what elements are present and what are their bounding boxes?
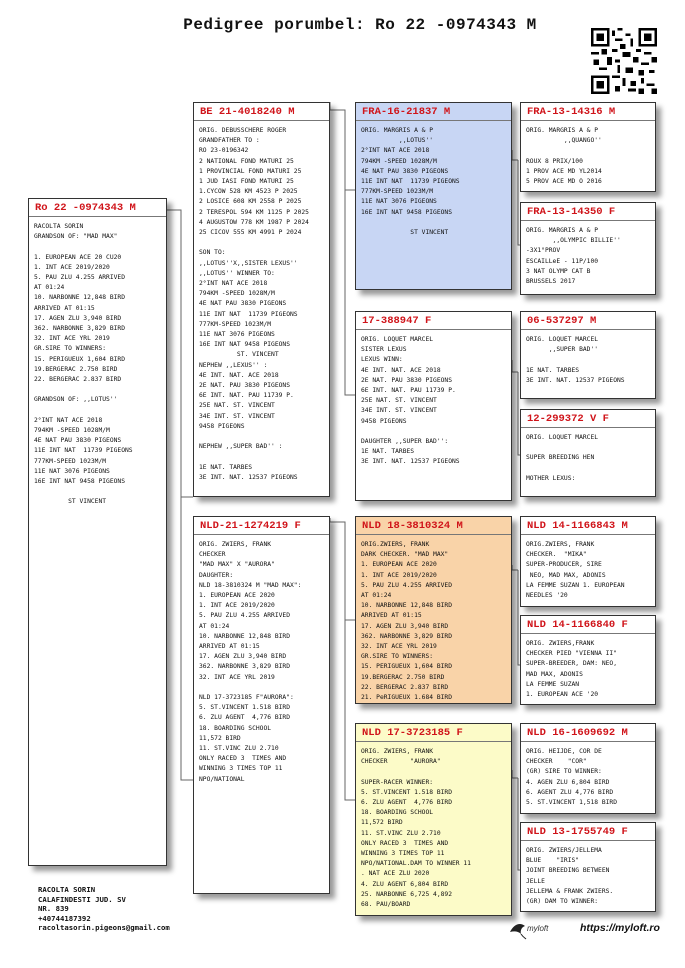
card-dam[interactable] [193, 516, 330, 894]
card-sire-dam-dam[interactable] [520, 409, 656, 497]
ring-number-dam-dam: NLD 17-3723185 F [356, 724, 511, 742]
ring-number-dam-sire: NLD 18-3810324 M [356, 517, 511, 535]
pedigree-notes-dam-sire: ORIG.ZWIERS, FRANK DARK CHECKER. "MAD MAX" 1. EUROPEAN ACE 2020 1. INT ACE 2019/2020 5. PAU ZLU 4.255 ARRIVED AT 01:24 10. NARBONNE 12,848 BIRD ARRIVED AT 01:15 17. AGEN ZLU 3,940 BIRD 362. NARBONNE 3,829 BIRD 32. INT ACE YRL 2019 GR.SIRE TO WINNERS: 15. PERIGUEUX 1,604 BIRD 19.BERGERAC 2.750 BIRD 22. BERGERAC 2.837 BIRD 21. PeRIGUEUX 1.684 BIRD [361, 541, 452, 702]
pedigree-notes-sire-dam-dam: ORIG. LOQUET MARCEL SUPER BREEDING HEN MOTHER LEXUS: [526, 434, 599, 482]
owner-contact-block [38, 885, 170, 933]
card-dam-sire-sire[interactable] [520, 516, 656, 607]
ring-number-dam-sire-dam: NLD 14-1166840 F [521, 616, 655, 634]
owner-name: RACOLTA SORIN [38, 885, 96, 894]
pedigree-notes-sire-sire: ORIG. MARGRIS A & P ,,LOTUS'' 2°INT NAT ACE 2018 794KM -SPEED 1028M/M 4E NAT PAU 3830 PIGEONS 11E INT NAT 11739 PIGEONS 777KM-SPEED 1023M/M 11E NAT 3076 PIGEONS 16E INT NAT 9458 PIGEONS ST VINCENT [361, 127, 460, 237]
website-link[interactable]: https://myloft.ro [580, 922, 660, 934]
pedigree-notes-sire-sire-sire: ORIG. MARGRIS A & P ,,QUANGO'' ROUX 8 PRIX/100 1 PROV ACE MD YL2014 5 PROV ACE MD O 2016 [526, 127, 602, 186]
ring-number-sire-dam-sire: 06-537297 M [521, 312, 655, 330]
card-dam-dam-sire[interactable] [520, 723, 656, 814]
ring-number-dam: NLD-21-1274219 F [194, 517, 329, 535]
pedigree-notes-sire-dam-sire: ORIG. LOQUET MARCEL ,,SUPER BAD'' 1E NAT. TARBES 3E INT. NAT. 12537 PIGEONS [526, 336, 625, 384]
myloft-logo-text: myloft [527, 924, 549, 933]
pedigree-notes-subject: RACOLTA SORIN GRANDSON OF: "MAD MAX" 1. EUROPEAN ACE 20 CU20 1. INT ACE 2019/2020 5. PAU ZLU 4.255 ARRIVED AT 01:24 10. NARBONNE 12,848 BIRD ARRIVED AT 01:15 17. AGEN ZLU 3,940 BIRD 362. NARBONNE 3,829 BIRD 32. INT ACE YRL 2019 GR.SIRE TO WINNERS: 15. PERIGUEUX 1,604 BIRD 19.BERGERAC 2.750 BIRD 22. BERGERAC 2.837 BIRD GRANDSON OF: ,,LOTUS'' 2°INT NAT ACE 2018 794KM -SPEED 1028M/M 4E NAT PAU 3830 PIGEONS 11E INT NAT 11739 PIGEONS 777KM-SPEED 1023M/M 11E NAT 3076 PIGEONS 16E INT NAT 9458 PIGEONS ST VINCENT [34, 223, 133, 506]
pedigree-notes-dam-sire-sire: ORIG.ZWIERS, FRANK CHECKER. "MIKA" SUPER-PRODUCER, SIRE NEO, MAD MAX, ADONIS LA FEMME SUZAN 1. EUROPEAN NEEDLES '20 [526, 541, 625, 600]
page-title: Pedigree porumbel: Ro 22 -0974343 M [183, 16, 537, 34]
card-sire[interactable] [193, 102, 330, 497]
pedigree-notes-dam-sire-dam: ORIG. ZWIERS,FRANK CHECKER PIED "VIENNA II" SUPER-BREEDER, DAM: NEO, MAD MAX, ADONIS LA FEMME SUZAN 1. EUROPEAN ACE '20 [526, 640, 617, 699]
card-sire-dam-sire[interactable] [520, 311, 656, 399]
ring-number-sire-sire-sire: FRA-13-14316 M [521, 103, 655, 121]
pedigree-notes-dam-dam: ORIG. ZWIERS, FRANK CHECKER "AURORA" SUPER-RACER WINNER: 5. ST.VINCENT 1.518 BIRD 6. ZLU AGENT 4,776 BIRD 18. BOARDING SCHOOL 11,572 BIRD 11. ST.VINC ZLU 2.710 ONLY RACED 3 TIMES AND WINNING 3 TIMES TOP 11 NPO/NATIONAL.DAM TO WINNER 11 . NAT ACE ZLU 2020 4. ZLU AGENT 6,804 BIRD 25. NARBONNE 6,725 4,892 68. PAU/BOARD [361, 748, 471, 909]
ring-number-sire-sire: FRA-16-21837 M [356, 103, 511, 121]
pedigree-notes-dam-dam-sire: ORIG. HEIJDE, COR DE CHECKER "COR" (GR) SIRE TO WINNER: 4. AGEN ZLU 6,804 BIRD 6. AGENT ZLU 4,776 BIRD 5. ST.VINCENT 1,518 BIRD [526, 748, 617, 807]
card-dam-dam-dam[interactable] [520, 822, 656, 912]
pedigree-notes-sire-sire-dam: ORIG. MARGRIS A & P ,,OLYMPIC BILLIE'' -3X1°PROV ESCAILLeE - 11P/100 3 NAT OLYMP CAT B BRUSSELS 2017 [526, 227, 621, 286]
pedigree-notes-dam: ORIG. ZWIERS, FRANK CHECKER "MAD MAX" X "AURORA" DAUGHTER: NLD 18-3810324 M "MAD MAX": 1. EUROPEAN ACE 2020 1. INT ACE 2019/2020 5. PAU ZLU 4.255 ARRIVED AT 01:24 10. NARBONNE 12,848 BIRD ARRIVED AT 01:15 17. AGEN ZLU 3,940 BIRD 362. NARBONNE 3,829 BIRD 32. INT ACE YRL 2019 NLD 17-3723185 F"AURORA": 5. ST.VINCENT 1.518 BIRD 6. ZLU AGENT 4,776 BIRD 18. BOARDING SCHOOL 11,572 BIRD 11. ST.VINC ZLU 2.710 ONLY RACED 3 TIMES AND WINNING 3 TIMES TOP 11 NPO/NATIONAL [199, 541, 302, 783]
owner-address: CALAFINDESTI JUD. SV [38, 894, 126, 904]
card-dam-dam[interactable] [355, 723, 512, 916]
card-dam-sire[interactable] [355, 516, 512, 704]
ring-number-dam-dam-dam: NLD 13-1755749 F [521, 823, 655, 841]
card-dam-sire-dam[interactable] [520, 615, 656, 705]
card-sire-sire[interactable] [355, 102, 512, 290]
ring-number-dam-sire-sire: NLD 14-1166843 M [521, 517, 655, 535]
card-sire-sire-dam[interactable] [520, 202, 656, 295]
card-subject[interactable] [28, 198, 167, 866]
ring-number-sire-dam: 17-388947 F [356, 312, 511, 330]
ring-number-sire-sire-dam: FRA-13-14350 F [521, 203, 655, 221]
owner-email[interactable]: racoltasorin.pigeons@gmail.com [38, 923, 170, 933]
card-sire-dam[interactable] [355, 311, 512, 501]
ring-number-sire: BE 21-4018240 M [194, 103, 329, 121]
ring-number-subject: Ro 22 -0974343 M [29, 199, 166, 217]
card-sire-sire-sire[interactable] [520, 102, 656, 192]
pedigree-notes-sire-dam: ORIG. LOQUET MARCEL SISTER LEXUS LEXUS WINN: 4E INT. NAT. ACE 2018 2E NAT. PAU 3830 PIGEONS 6E INT. NAT. PAU 11739 P. 25E NAT. ST. VINCENT 34E INT. ST. VINCENT 9458 PIGEONS DAUGHTER ,,SUPER BAD'': 1E NAT. TARBES 3E INT. NAT. 12537 PIGEONS [361, 336, 460, 466]
pedigree-notes-sire: ORIG. DEBUSSCHERE ROGER GRANDFATHER TO : RO 23-0196342 2 NATIONAL FOND MATURI 25 1 PROVINCIAL FOND MATURI 25 1 JUD IASI FOND MATURI 25 1.CYCOW 528 KM 4523 P 2025 2 LOSICE 608 KM 2558 P 2025 2 TERESPOL 594 KM 1125 P 2025 4 AUGUSTOW 778 KM 1987 P 2024 25 CICOV 555 KM 4991 P 2024 SON TO: ,,LOTUS''X,,SISTER LEXUS'' ,,LOTUS'' WINNER TO: 2°INT NAT ACE 2018 794KM -SPEED 1028M/M 4E NAT PAU 3830 PIGEONS 11E INT NAT 11739 PIGEONS 777KM-SPEED 1023M/M 11E NAT 3076 PIGEONS 16E INT NAT 9458 PIGEONS ST. VINCENT NEPHEW ,,LEXUS'' : 4E INT. NAT. ACE 2018 2E NAT. PAU 3830 PIGEONS 6E INT. NAT. PAU 11739 P. 25E NAT. ST. VINCENT 34E INT. ST. VINCENT 9458 PIGEONS NEPHEW ,,SUPER BAD'' : 1E NAT. TARBES 3E INT. NAT. 12537 PIGEONS [199, 127, 309, 481]
pedigree-notes-dam-dam-dam: ORIG. ZWIERS/JELLEMA BLUE "IRIS" JOINT BREEDING BETWEEN JELLE JELLEMA & FRANK ZWIERS. (GR) DAM TO WINNER: [526, 847, 614, 906]
owner-number: NR. 839 [38, 904, 69, 914]
ring-number-dam-dam-sire: NLD 16-1609692 M [521, 724, 655, 742]
owner-phone: +40744187392 [38, 913, 91, 923]
ring-number-sire-dam-dam: 12-299372 V F [521, 410, 655, 428]
